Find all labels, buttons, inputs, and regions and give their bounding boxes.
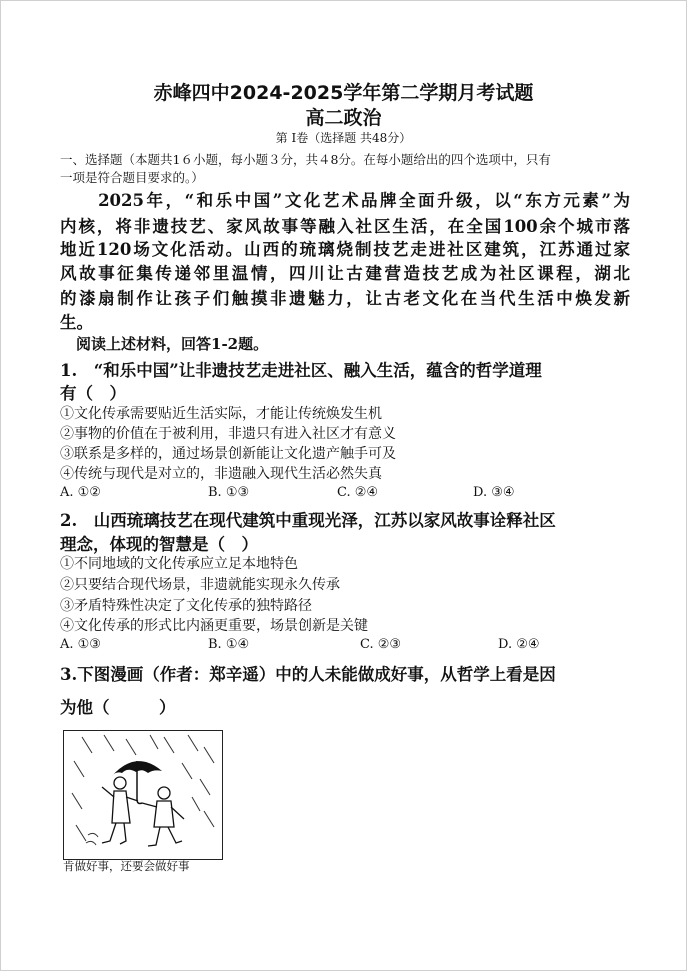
material-line-1: 2025年，“和乐中国”文化艺术品牌全面升级，以“东方元素”为: [60, 191, 630, 210]
q2-statement-1: ①不同地域的文化传承应立足本地特色: [60, 556, 298, 572]
exam-title: 赤峰四中2024-2025学年第二学期月考试题: [153, 82, 534, 104]
q2-statement-2: ②只要结合现代场景，非遗就能实现永久传承: [60, 577, 340, 593]
q1-answer-b[interactable]: B. ①③: [208, 485, 250, 500]
q2-stem-line2: 理念，体现的智慧是（ ）: [60, 535, 258, 554]
q1-statement-2: ②事物的价值在于被利用，非遗只有进入社区才有意义: [60, 426, 396, 442]
material-line-2: 内核，将非遗技艺、家风故事等融入社区生活，在全国100余个城市落: [60, 217, 630, 236]
q3-stem-line1: 3.下图漫画（作者：郑辛遥）中的人未能做成好事，从哲学上看是因: [60, 665, 556, 684]
material-last-line: 生。: [60, 313, 93, 332]
q1-stem-line1: 1. “和乐中国”让非遗技艺走进社区、融入生活，蕴含的哲学道理: [60, 361, 542, 380]
cartoon-image: [63, 730, 223, 860]
material-line-3: 地近120场文化活动。山西的琉璃烧制技艺走进社区建筑，江苏通过家: [60, 240, 630, 259]
q2-answer-b[interactable]: B. ①④: [208, 637, 250, 652]
cartoon-caption: 肯做好事，还要会做好事: [63, 859, 190, 873]
q2-answer-c[interactable]: C. ②③: [360, 637, 402, 652]
q1-answer-c[interactable]: C. ②④: [337, 485, 379, 500]
q1-stem-line2: 有（ ）: [60, 384, 126, 403]
q1-statement-1: ①文化传承需要贴近生活实际，才能让传统焕发生机: [60, 406, 382, 422]
cartoon-drawing: [64, 731, 222, 859]
q2-statement-3: ③矛盾特殊性决定了文化传承的独特路径: [60, 598, 312, 614]
q3-stem-line2: 为他（ ）: [60, 698, 176, 717]
material-line-4: 风故事征集传递邻里温情，四川让古建营造技艺成为社区课程，湖北: [60, 264, 630, 283]
q1-statement-3: ③联系是多样的，通过场景创新能让文化遗产触手可及: [60, 446, 396, 462]
q1-answer-a[interactable]: A. ①②: [60, 485, 101, 500]
exam-subject: 高二政治: [305, 107, 382, 129]
material-line-5: 的漆扇制作让孩子们触摸非遗魅力，让古老文化在当代生活中焕发新: [60, 289, 630, 308]
instructions-line1: 一、选择题（本题共1６小题，每小题３分，共４8分。在每小题给出的四个选项中，只有: [60, 152, 551, 167]
q2-answer-d[interactable]: D. ②④: [498, 637, 540, 652]
instructions-line2: 一项是符合题目要求的。）: [60, 170, 204, 185]
rain-lines: [72, 735, 214, 841]
q2-stem-line1: 2. 山西琉璃技艺在现代建筑中重现光泽，江苏以家风故事诠释社区: [60, 511, 556, 530]
material-prompt: 阅读上述材料，回答1-2题。: [76, 335, 269, 353]
q2-answer-a[interactable]: A. ①③: [60, 637, 101, 652]
q1-answer-d[interactable]: D. ③④: [473, 485, 515, 500]
motion-lines: [86, 833, 98, 845]
person-left: [102, 777, 138, 844]
q2-statement-4: ④文化传承的形式比内涵更重要，场景创新是关键: [60, 618, 368, 634]
exam-volume: 第 Ⅰ卷（选择题 共48分）: [275, 131, 412, 145]
q1-statement-4: ④传统与现代是对立的，非遗融入现代生活必然失真: [60, 466, 382, 482]
person-right: [142, 787, 184, 846]
